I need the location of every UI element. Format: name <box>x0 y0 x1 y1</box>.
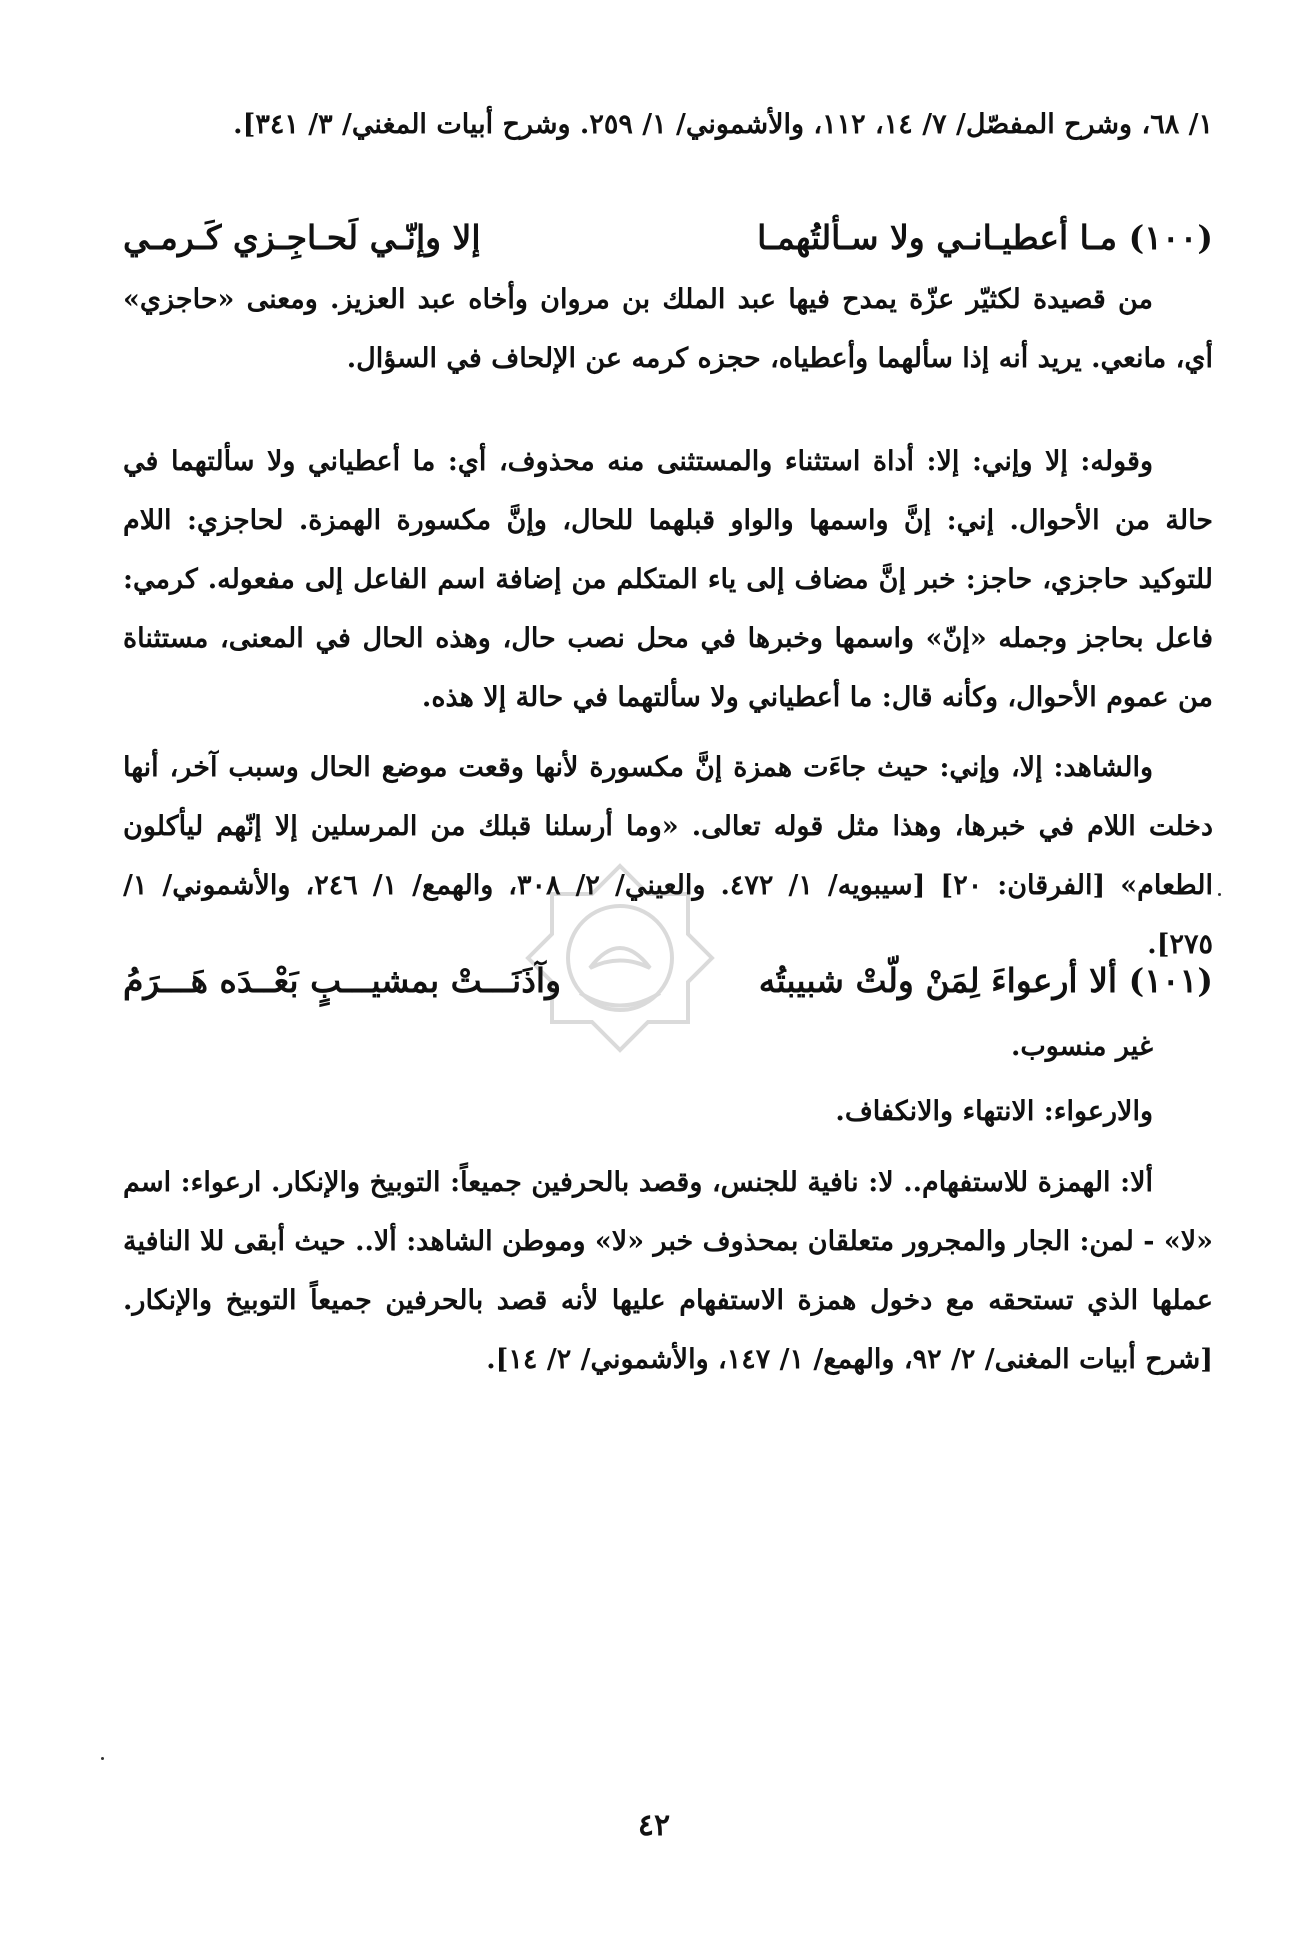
paragraph-reference-continuation: ١/ ٦٨، وشرح المفصّل/ ٧/ ١٤، ١١٢، والأشموني/ ١/ ٢٥٩. وشرح أبيات المغني/ ٣/ ٣٤١]. <box>233 109 1213 140</box>
library-seal-watermark-icon <box>520 858 720 1058</box>
paragraph-verse-101-definition: والارعواء: الانتهاء والانكفاف. <box>835 1096 1153 1127</box>
page-number: ٤٢ <box>637 1808 671 1843</box>
paragraph-verse-100-source: من قصيدة لكثيّر عزّة يمدح فيها عبد الملك بن مروان وأخاه عبد العزيز. ومعنى «حاجزي» أي، مانعي. يريد أنه إذا سألهما وأعطياه، حجزه كرمه عن الإلحاف في السؤال. <box>123 284 1213 374</box>
verse-100 <box>123 208 1213 268</box>
verse-101-first-hemistich: (١٠١) ألا أرعواءَ لِمَنْ ولّتْ شبيبتُه <box>758 961 1213 1000</box>
verse-100-first-hemistich: (١٠٠) مـا أعطيـانـي ولا سـألتُهمـا <box>757 218 1213 257</box>
scan-speck <box>101 1757 104 1760</box>
paragraph-verse-101-attribution: غير منسوب. <box>1010 1031 1153 1062</box>
paragraph-verse-101-grammar: ألا: الهمزة للاستفهام.. لا: نافية للجنس، وقصد بالحرفين جميعاً: التوبيخ والإنكار. ارعواء: اسم «لا» - لمن: الجار والمجرور متعلقان بمحذوف خبر «لا» وموطن الشاهد: ألا.. حيث أبقى للا النافية عملها الذي تستحقه مع دخول همزة الاستفهام عليها لأنه قصد بالحرفين جميعاً التوبيخ والإنكار. [شرح أبيات المغنى/ ٢/ ٩٢، والهمع/ ١/ ١٤٧، والأشموني/ ٢/ ١٤]. <box>123 1167 1213 1375</box>
scan-speck <box>1218 893 1221 896</box>
paragraph-verse-100-grammar: وقوله: إلا وإني: إلا: أداة استثناء والمستثنى منه محذوف، أي: ما أعطياني ولا سألتهما في حالة من الأحوال. إني: إنَّ واسمها والواو قبلهما للحال، وإنَّ مكسورة الهمزة. لحاجزي: اللام للتوكيد حاجزي، حاجز: خبر إنَّ مضاف إلى ياء المتكلم من إضافة اسم الفاعل إلى مفعوله. كرمي: فاعل بحاجز وجمله «إنّ» واسمها وخبرها في محل نصب حال، وهذه الحال في المعنى، مستثناة من عموم الأحوال، وكأنه قال: ما أعطياني ولا سألتهما في حالة إلا هذه. <box>123 446 1213 713</box>
verse-100-second-hemistich: إلا وإنّـي لَحـاجِـزي كَـرمـي <box>123 218 481 257</box>
verse-101-second-hemistich: وآذَنَـــتْ بمشيـــبٍ بَعْــدَه هَـــرَمُ <box>123 961 562 1000</box>
paragraph-verse-100-evidence: والشاهد: إلا، وإني: حيث جاءَت همزة إنَّ مكسورة لأنها وقعت موضع الحال وسبب آخر، أنها دخلت اللام في خبرها، وهذا مثل قوله تعالى. «وما أرسلنا قبلك من المرسلين إلا إنّهم ليأكلون الطعام» [الفرقان: ٢٠] [سيبويه/ ١/ ٤٧٢. والعيني/ ٢/ ٣٠٨، والهمع/ ١/ ٢٤٦، والأشموني/ ١/ ٢٧٥]. <box>123 752 1213 960</box>
